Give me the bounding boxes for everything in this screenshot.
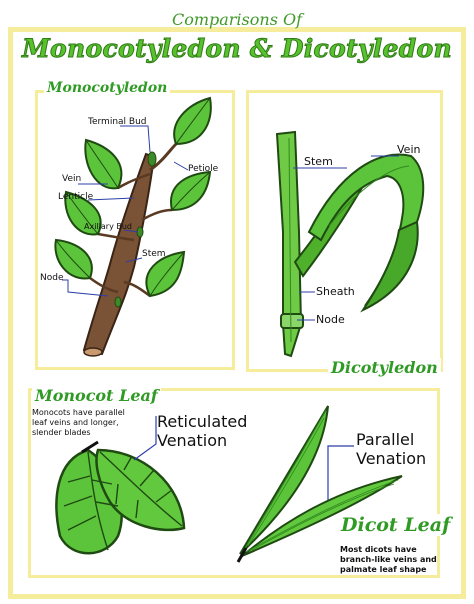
node-label: Node [40,273,64,283]
stem-label: Stem [142,249,166,259]
dicot-leaf-heading: Dicot Leaf [338,514,453,536]
monocotyledon-heading: Monocotyledon [44,80,170,96]
dico-vein-label: Vein [397,143,421,156]
monocot-leaf-description: Monocots have parallel leaf veins and longer, slender blades [32,408,125,437]
sheath-label: Sheath [316,285,355,298]
reticulated-label-line-2: Venation [157,431,228,450]
parallel-label-line-2: Venation [356,449,427,468]
dico-node-label: Node [316,313,345,326]
dicotyledon-heading: Dicotyledon [328,358,441,377]
vein-label: Vein [62,174,82,184]
parallel-callout-line [318,444,358,504]
terminal-bud-label: Terminal Bud [88,117,147,127]
reticulated-label-line-1: Reticulated [157,412,248,431]
dicot-leaf-description: Most dicots have branch-like veins and palmate leaf shape [340,545,437,574]
title-line-2: Monocotyledon & Dicotyledon [22,34,452,63]
lenticle-label: Lenticle [58,192,94,202]
monocot-leaf-heading: Monocot Leaf [32,386,161,405]
axillary-bud-label: Axillary Bud [84,222,132,231]
petiole-label: Petiole [188,164,219,174]
parallel-label-line-1: Parallel [356,430,415,449]
grass-stem-illustration [249,92,441,370]
reticulated-leaves-illustration [46,440,196,574]
title-line-1: Comparisons Of [171,10,303,29]
dico-stem-label: Stem [304,155,333,168]
branch-illustration [38,92,234,368]
